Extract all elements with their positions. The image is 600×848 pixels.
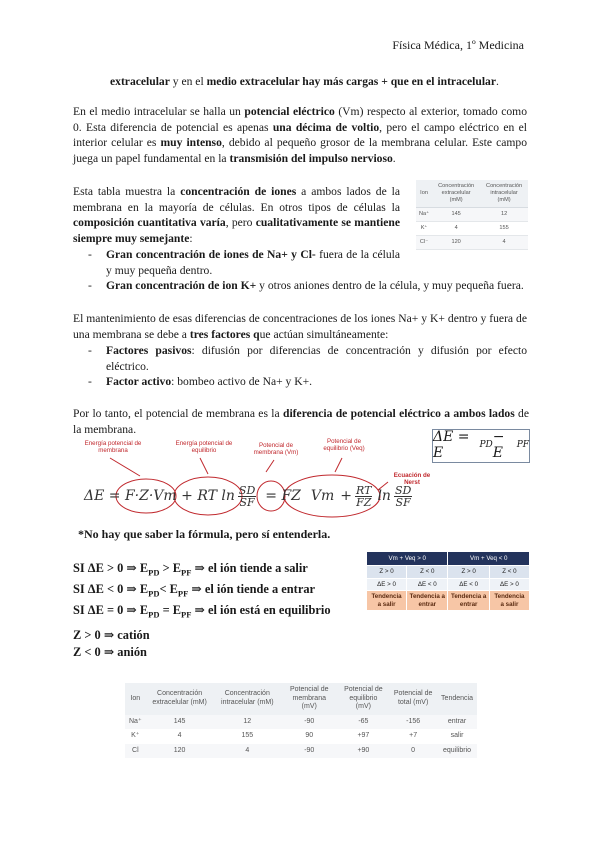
table-header-row (125, 683, 477, 715)
p2-bold-2: composición cuantitativa varía (73, 216, 226, 230)
bullet-bold: Gran concentración de ion K+ (106, 279, 257, 293)
charge-row: Z < 0 ⇒ anión (73, 644, 147, 659)
table-cell: 4 (480, 236, 528, 250)
table-cell: Z < 0 (407, 566, 448, 579)
table-row (367, 552, 530, 566)
fraction-bottom: SF (395, 495, 411, 509)
paragraph-factors (73, 311, 527, 342)
table-cell: Na⁺ (416, 208, 432, 222)
table-header-cell: Ion (416, 180, 432, 208)
table-cell: Tendencia a salir (489, 591, 529, 611)
eq-sub-pf: PF (516, 440, 529, 451)
table-header-cell: Concentración intracelular (mM) (480, 180, 528, 208)
table-cell: entrar (437, 715, 477, 730)
table-header-cell: Ion (125, 683, 146, 715)
p1-text-4: , debido al pequeño grosor de la membrana celular. Este campo juega un papel fundamental en la (73, 136, 528, 165)
table-cell: K⁺ (416, 222, 432, 236)
eq-lhs: ΔE = E (433, 429, 470, 461)
p4-bold-1: diferencia de potencial eléctrico a ambos lados (283, 407, 515, 420)
table-header-cell: Concentración extracelular (mM) (432, 180, 480, 208)
p2-text-4: : (189, 231, 193, 245)
intro-bold-2: medio extracelular hay más cargas + que en el intracelular (206, 75, 497, 88)
p1-text-1: En el medio intracelular se halla un (73, 105, 245, 118)
table-header-cell: Potencial de equilibrio (mV) (338, 683, 390, 715)
fraction (238, 485, 256, 508)
intro-text-2: . (496, 75, 499, 88)
list-item (73, 374, 527, 390)
p1-text-2: (Vm) respecto al exterior, tomado como 0. Esta diferencia de potencial es apenas (73, 105, 528, 134)
table-header-cell: Potencial de total (mV) (389, 683, 437, 715)
table-header-row (416, 180, 528, 208)
fraction-top: RT (356, 483, 372, 497)
intro-text-1: y en el (169, 75, 207, 88)
table-cell: -65 (338, 715, 390, 730)
table-cell: ΔE > 0 (489, 578, 529, 591)
cond-mid: > E (159, 561, 182, 575)
table-cell: ΔE < 0 (448, 578, 489, 591)
fraction-bottom: SF (239, 495, 255, 509)
table-header-cell: Tendencia (437, 683, 477, 715)
eq-sub-pd: PD (479, 440, 493, 451)
cond-pre: SI ΔE = 0 ⇒ E (73, 602, 149, 617)
table-cell: +97 (357, 732, 370, 739)
table-cell: Cl (125, 744, 146, 759)
table-cell: 155 (480, 222, 528, 236)
fraction (394, 485, 412, 508)
factors-bullet-list (73, 343, 527, 390)
fraction (355, 485, 372, 508)
p2-bold-3: cualitativamente se mantiene siempre muy semejante (73, 216, 401, 245)
p1-bold-1: potencial eléctrico (244, 105, 335, 118)
table-cell: 90 (305, 732, 314, 739)
table-cell: 120 (146, 744, 214, 759)
table-cell: Z > 0 (367, 566, 407, 579)
cond-sub: PD (148, 588, 160, 599)
bullet-bold: Factores pasivos (106, 344, 192, 357)
paragraph-table-intro (73, 184, 400, 246)
table-cell: Tendencia a salir (367, 591, 407, 611)
annotation-equilibrium-energy: Energía potencial de equilibrio (175, 440, 233, 454)
table-cell: Tendencia a entrar (407, 591, 448, 611)
intro-bold-1: extracelular (110, 75, 170, 88)
p3-text-2: ue actúan simultáneamente: (259, 327, 389, 341)
table-cell: equilibrio (437, 744, 477, 759)
p1-bold-4: transmisión del impulso nervioso (229, 151, 393, 165)
cond-post: ⇒ el ión está en equilibrio (191, 602, 331, 617)
arrow-line (110, 458, 140, 476)
ion-potential-table (125, 683, 477, 758)
fraction-bottom: FZ (356, 495, 372, 509)
cond-sub: PF (181, 609, 192, 620)
cond-post: ⇒ el ión tiende a entrar (188, 581, 316, 596)
formula-plus: + (340, 488, 353, 504)
table-header-cell: Concentración extracelular (mM) (146, 683, 214, 715)
table-cell: 4 (432, 222, 480, 236)
table-cell: 145 (432, 208, 480, 222)
bullet-bold: Gran concentración de iones de Na+ y Cl- (106, 248, 316, 261)
table-row (125, 744, 477, 759)
cond-pre: SI ΔE > 0 ⇒ E (73, 561, 149, 575)
p1-bold-3: muy intenso (160, 136, 222, 150)
page-header: Física Médica, 1º Medicina (392, 38, 524, 52)
table-cell: ΔE > 0 (367, 578, 407, 591)
charge-row: Z > 0 ⇒ catión (73, 628, 150, 642)
table-cell: salir (450, 732, 464, 739)
p1-bold-2: una décima de voltio (272, 120, 380, 134)
table-row (367, 578, 530, 591)
cond-sub: PF (181, 567, 192, 578)
condition-row (73, 560, 363, 581)
bullet-text: y otros aniones dentro de la célula, y muy pequeña fuera. (256, 279, 524, 293)
ion-concentration-table (416, 180, 528, 250)
formula-expression (84, 484, 415, 508)
table-cell: Z < 0 (489, 566, 529, 579)
table-row (125, 715, 477, 730)
table-header-cell: Vm + Veq > 0 (367, 552, 448, 566)
fraction-top: SD (394, 483, 412, 497)
list-item (73, 278, 527, 294)
table-cell: +90 (338, 744, 390, 759)
cond-sub: PD (148, 609, 160, 620)
table-row (367, 566, 530, 579)
p1-text-3: , pero el campo eléctrico en el interior celular es (73, 120, 528, 150)
p2-text-2: a ambos lados de la membrana en la mayoría de células. En otros tipos de células la (73, 185, 400, 214)
table-cell: 12 (214, 715, 281, 730)
table-cell: 155 (241, 732, 254, 739)
table-cell: 4 (214, 744, 281, 759)
p4-text-1: Por lo tanto, el potencial de membrana es la (73, 407, 284, 420)
table-cell: Tendencia a entrar (448, 591, 489, 611)
fraction-top: SD (238, 483, 256, 497)
p1-text-5: . (392, 151, 396, 165)
bullet-text: : bombeo activo de Na+ y K+. (171, 375, 313, 389)
tendency-table (366, 551, 530, 611)
p3-text-1: El mantenimiento de esas diferencias de concentraciones de los iones Na+ y K+ dentro y fuera de una membrana se debe a (73, 312, 527, 341)
condition-row (73, 581, 363, 602)
ion-bullet-list (73, 247, 527, 294)
p2-bold-1: concentración de iones (180, 185, 297, 198)
annotation-arrows (70, 438, 440, 522)
bullet-text: fuera de la célula y muy pequeña dentro. (106, 248, 400, 277)
bullet-bold: Factor activo (106, 375, 172, 389)
cond-pre: SI ΔE < 0 ⇒ E (73, 581, 149, 596)
table-row (416, 208, 528, 222)
table-cell: -90 (281, 744, 338, 759)
table-cell: 0 (389, 744, 437, 759)
formula-mid: = FZ (265, 488, 301, 504)
table-cell: 12 (480, 208, 528, 222)
formula-note: *No hay que saber la fórmula, pero sí entenderla. (78, 527, 331, 541)
p2-text-3: , pero (225, 216, 256, 230)
arrow-line (266, 460, 274, 472)
condition-row (73, 602, 363, 623)
table-cell: -90 (281, 715, 338, 730)
table-row (416, 222, 528, 236)
table-header-cell: Potencial de membrana (mV) (281, 683, 338, 715)
annotation-nernst: Ecuación de Nerst (393, 472, 431, 486)
condition-list (73, 560, 363, 623)
p3-bold-1: tres factores q (189, 327, 260, 341)
table-cell: -156 (389, 715, 437, 730)
eq-minus: − E (492, 429, 505, 461)
table-cell: Z > 0 (448, 566, 489, 579)
arrow-line (200, 458, 208, 474)
list-item (73, 247, 400, 278)
table-cell: 120 (432, 236, 480, 250)
annotation-membrane-energy: Energía potencial de membrana (84, 440, 142, 454)
intro-line (110, 74, 530, 90)
bullet-text: : difusión por diferencias de concentración y difusión por efecto eléctrico. (106, 344, 527, 373)
table-cell: 4 (177, 732, 182, 739)
cond-mid: = E (159, 602, 182, 617)
arrow-line (335, 458, 342, 472)
table-header-cell: Concentración intracelular (mM) (214, 683, 281, 715)
formula-vm: Vm (310, 488, 335, 504)
table-row (125, 729, 477, 744)
formula-ln: ln (377, 488, 391, 504)
nernst-formula-figure (70, 438, 440, 522)
table-cell: 145 (146, 715, 214, 730)
cond-post: ⇒ el ión tiende a salir (191, 561, 308, 575)
table-cell: Na⁺ (125, 715, 146, 730)
paragraph-potential (73, 104, 527, 166)
cond-mid: < E (159, 581, 178, 596)
table-cell: +7 (409, 732, 418, 739)
list-item (73, 343, 527, 374)
charge-list (73, 627, 150, 660)
table-cell: Cl⁻ (416, 236, 432, 250)
table-cell: ΔE < 0 (407, 578, 448, 591)
p4-text-2: de la membrana. (73, 407, 530, 436)
formula-left: ΔE = F·Z·Vm + RT ln (84, 488, 235, 504)
table-header-cell: Vm + Veq < 0 (448, 552, 530, 566)
annotation-equilibrium-potential: Potencial de equilibrio (Veq) (323, 438, 365, 452)
cond-sub: PD (148, 567, 160, 578)
equation-box (432, 429, 530, 463)
annotation-membrane-potential: Potencial de membrana (Vm) (253, 442, 299, 456)
p2-text-1: Esta tabla muestra la (73, 185, 181, 198)
table-row (367, 591, 530, 611)
table-cell: K⁺ (131, 732, 140, 739)
cond-sub: PF (177, 588, 189, 599)
